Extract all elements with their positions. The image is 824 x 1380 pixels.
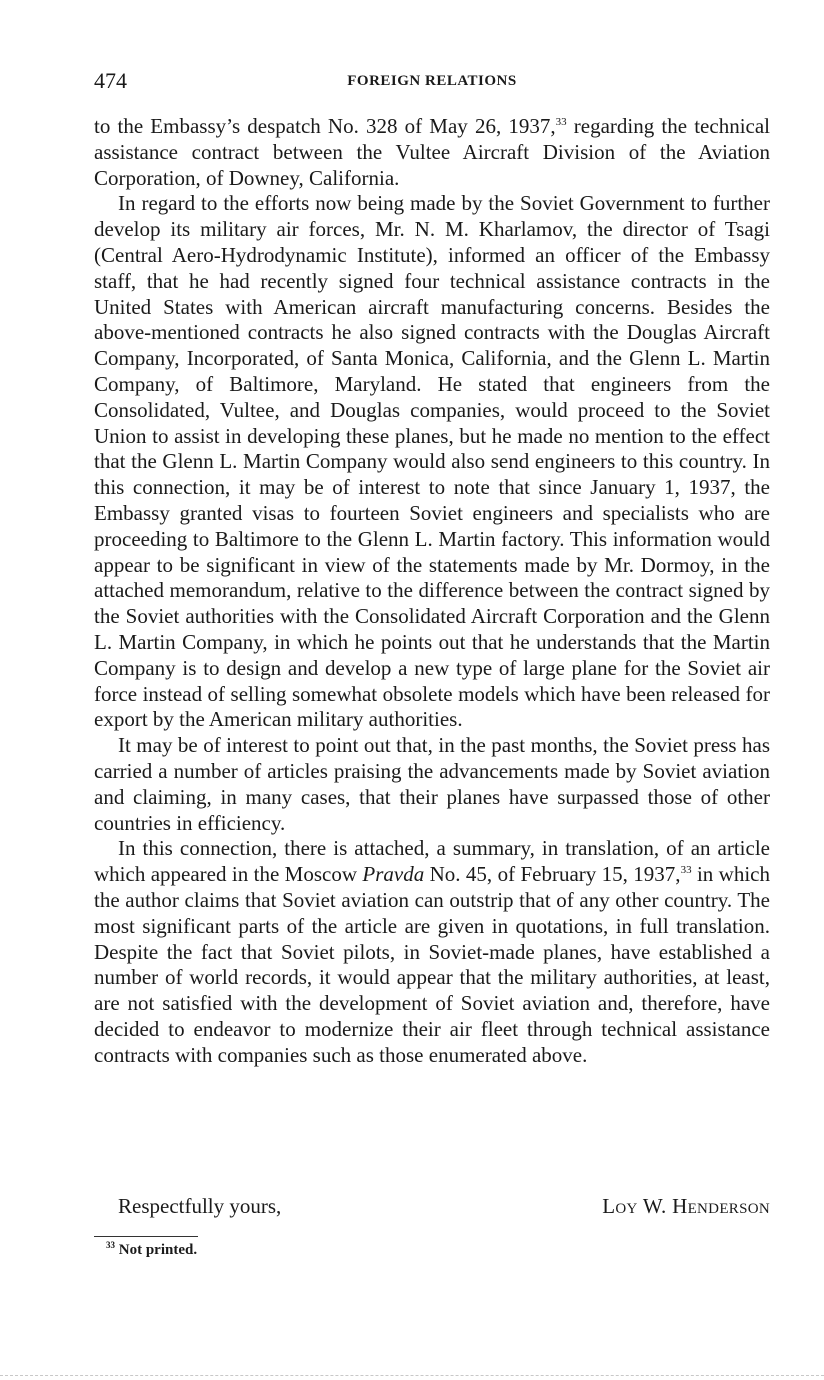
paragraph-1 [94, 114, 770, 191]
paragraph-4-text-b: No. 45, of February 15, 1937, [424, 862, 681, 887]
paragraph-2: In regard to the efforts now being made by the Soviet Government to further develop its military air forces, Mr. N. M. Kharlamov, the director of Tsagi (Central Aero-Hydrodynamic Institute), informed an officer of the Embassy staff, that he had recently signed four technical assistance contracts in the United States with American aircraft manufacturing concerns. Besides the above-mentioned contracts he also signed contracts with the Douglas Aircraft Company, Incorporated, of Santa Monica, California, and the Glenn L. Martin Company, of Baltimore, Maryland. He stated that engineers from the Consolidated, Vultee, and Douglas companies, would proceed to the Soviet Union to assist in developing these planes, but he made no mention to the effect that the Glenn L. Martin Company would also send engineers to this country. In this connection, it may be of interest to note that since January 1, 1937, the Embassy granted visas to fourteen Soviet engineers and specialists who are proceeding to Baltimore to the Glenn L. Martin factory. This information would appear to be significant in view of the statements made by Mr. Dormoy, in the attached memorandum, relative to the difference between the contract signed by the Soviet authorities with the Consolidated Aircraft Corporation and the Glenn L. Martin Company, in which he points out that he understands that the Martin Company is to design and develop a new type of large plane for the Soviet air force instead of selling somewhat obsolete models which have been released for export by the American military authorities. [94, 191, 770, 732]
paragraph-1-text-b: regarding the technical assistance contract between the Vultee Aircraft Division of the Aviation Corporation, of Downey, California. [94, 114, 771, 190]
footnote-marker: 33 [106, 1240, 115, 1250]
signature: Loy W. Henderson [602, 1194, 770, 1218]
body-text [94, 114, 770, 1068]
scan-edge-line [0, 1375, 824, 1376]
paragraph-4-text-c: in which the author claims that Soviet aviation can outstrip that of any other country. The most significant parts of the article are given in quotations, in full translation. Despite the fact that Soviet pilots, in Soviet-made planes, have established a number of world records, it would appear that the military authorities, at least, are not satisfied with the development of Soviet aviation and, therefore, have decided to endeavor to modernize their air fleet through technical assistance contracts with companies such as those enumerated above. [94, 862, 771, 1067]
footnote-ref: 33 [680, 864, 692, 877]
page-number: 474 [94, 68, 127, 93]
newspaper-title: Pravda [362, 862, 425, 887]
paragraph-4-text-a: In this connection, there is attached, a summary, in translation, of an article which appeared in the Moscow [94, 836, 770, 887]
footnote-ref: 33 [555, 116, 567, 128]
salutation: Respectfully yours, [118, 1194, 282, 1218]
page-header [94, 68, 770, 98]
footnote [106, 1242, 197, 1259]
letter-closing [94, 1194, 770, 1222]
running-title: FOREIGN RELATIONS [347, 73, 517, 89]
footnote-divider [94, 1236, 198, 1237]
footnote-text: Not printed. [115, 1242, 198, 1258]
paragraph-1-text-a: to the Embassy’s despatch No. 328 of May 26, 1937, [94, 114, 556, 138]
paragraph-4 [94, 836, 770, 1068]
paragraph-3: It may be of interest to point out that, in the past months, the Soviet press has carried a number of articles praising the advancements made by Soviet aviation and claiming, in many cases, that their planes have surpassed those of other countries in efficiency. [94, 733, 770, 835]
